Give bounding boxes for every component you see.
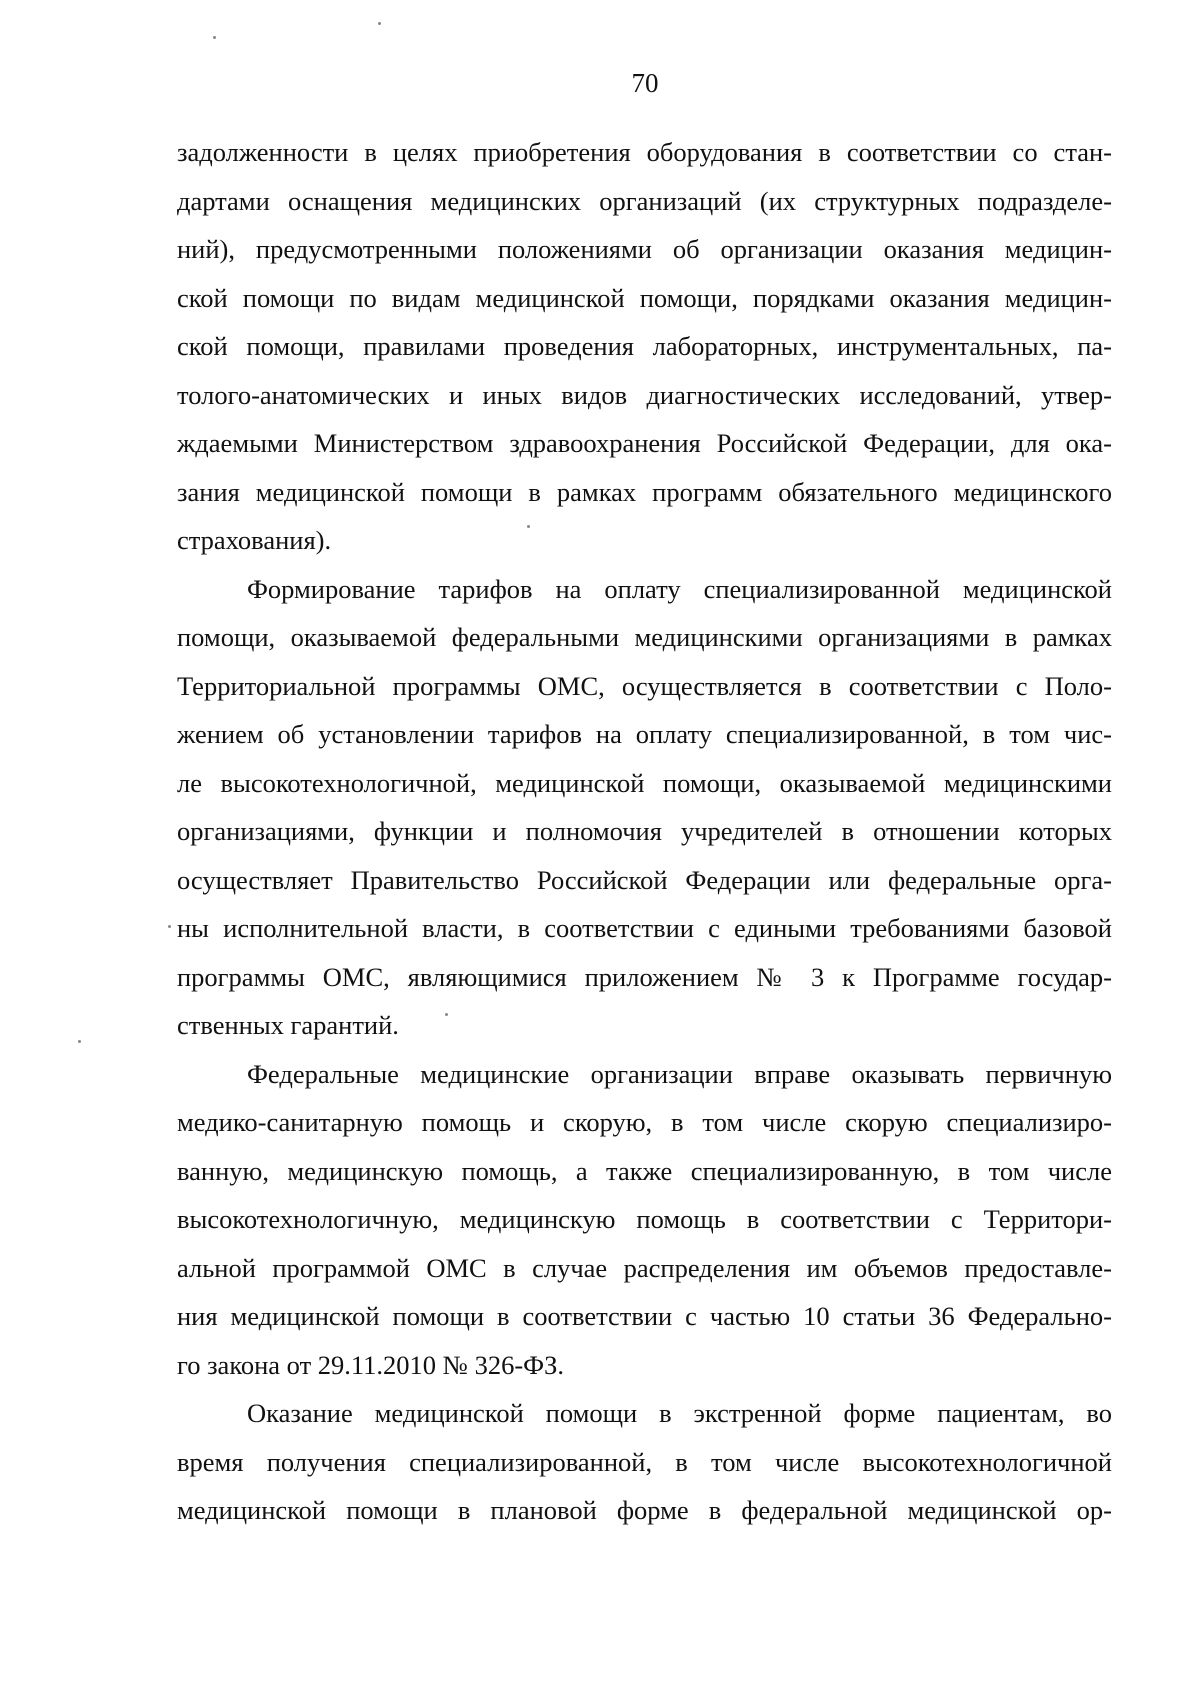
text-line: жением об установлении тарифов на оплату специализированной, в том чис- [177, 719, 1112, 749]
text-line: ждаемыми Министерством здравоохранения Российской Федерации, для ока- [177, 428, 1112, 458]
text-line: ской помощи по видам медицинской помощи, порядками оказания медицин- [177, 282, 1112, 313]
scan-speck [445, 1013, 448, 1016]
scan-speck [527, 525, 530, 528]
text-line: высокотехнологичную, медицинскую помощь в соответствии с Территори- [177, 1204, 1112, 1234]
text-line: зания медицинской помощи в рамках программ обязательного медицинского [177, 476, 1112, 507]
text-line: время получения специализированной, в том числе высокотехнологичной [177, 1446, 1112, 1477]
text-line: Федеральные медицинские организации вправе оказывать первичную [247, 1058, 1112, 1089]
text-line: альной программой ОМС в случае распределения им объемов предоставле- [177, 1252, 1112, 1283]
text-line: ний), предусмотренными положениями об организации оказания медицин- [177, 234, 1112, 264]
text-line: организациями, функции и полномочия учредителей в отношении которых [177, 816, 1112, 846]
document-body [177, 128, 1112, 1535]
text-line: страхования). [177, 525, 332, 555]
text-line: ле высокотехнологичной, медицинской помощи, оказываемой медицинскими [177, 767, 1112, 798]
text-line: медицинской помощи в плановой форме в федеральной медицинской ор- [177, 1495, 1112, 1525]
page-number: 70 [631, 68, 659, 98]
text-line: толого-анатомических и иных видов диагностических исследований, утвер- [177, 379, 1112, 410]
scan-speck [378, 22, 381, 25]
scan-speck [168, 925, 171, 928]
paragraph [177, 1389, 1112, 1535]
paragraph [177, 565, 1112, 1050]
text-line: Формирование тарифов на оплату специализированной медицинской [247, 573, 1112, 604]
text-line: Оказание медицинской помощи в экстренной форме пациентам, во [247, 1398, 1112, 1428]
text-line: ны исполнительной власти, в соответствии с едиными требованиями базовой [177, 913, 1112, 943]
text-line: программы ОМС, являющимися приложением № 3 к Программе государ- [177, 961, 1112, 992]
text-line: дартами оснащения медицинских организаций (их структурных подразделе- [177, 185, 1112, 216]
paragraph [177, 128, 1112, 565]
paragraph [177, 1050, 1112, 1390]
text-line: ванную, медицинскую помощь, а также специализированную, в том числе [177, 1155, 1112, 1186]
text-line: медико-санитарную помощь и скорую, в том числе скорую специализиро- [177, 1107, 1112, 1137]
text-line: го закона от 29.11.2010 № 326-ФЗ. [177, 1349, 564, 1380]
text-line: помощи, оказываемой федеральными медицинскими организациями в рамках [177, 622, 1112, 652]
text-line: задолженности в целях приобретения оборудования в соответствии со стан- [177, 137, 1112, 167]
text-line: ственных гарантий. [177, 1010, 399, 1040]
scan-speck [78, 1040, 81, 1043]
text-line: Территориальной программы ОМС, осуществляется в соответствии с Поло- [177, 670, 1112, 701]
text-line: ской помощи, правилами проведения лабораторных, инструментальных, па- [177, 331, 1112, 361]
text-line: ния медицинской помощи в соответствии с частью 10 статьи 36 Федерально- [177, 1301, 1112, 1331]
text-line: осуществляет Правительство Российской Федерации или федеральные орга- [177, 864, 1112, 895]
scan-speck [213, 36, 216, 39]
